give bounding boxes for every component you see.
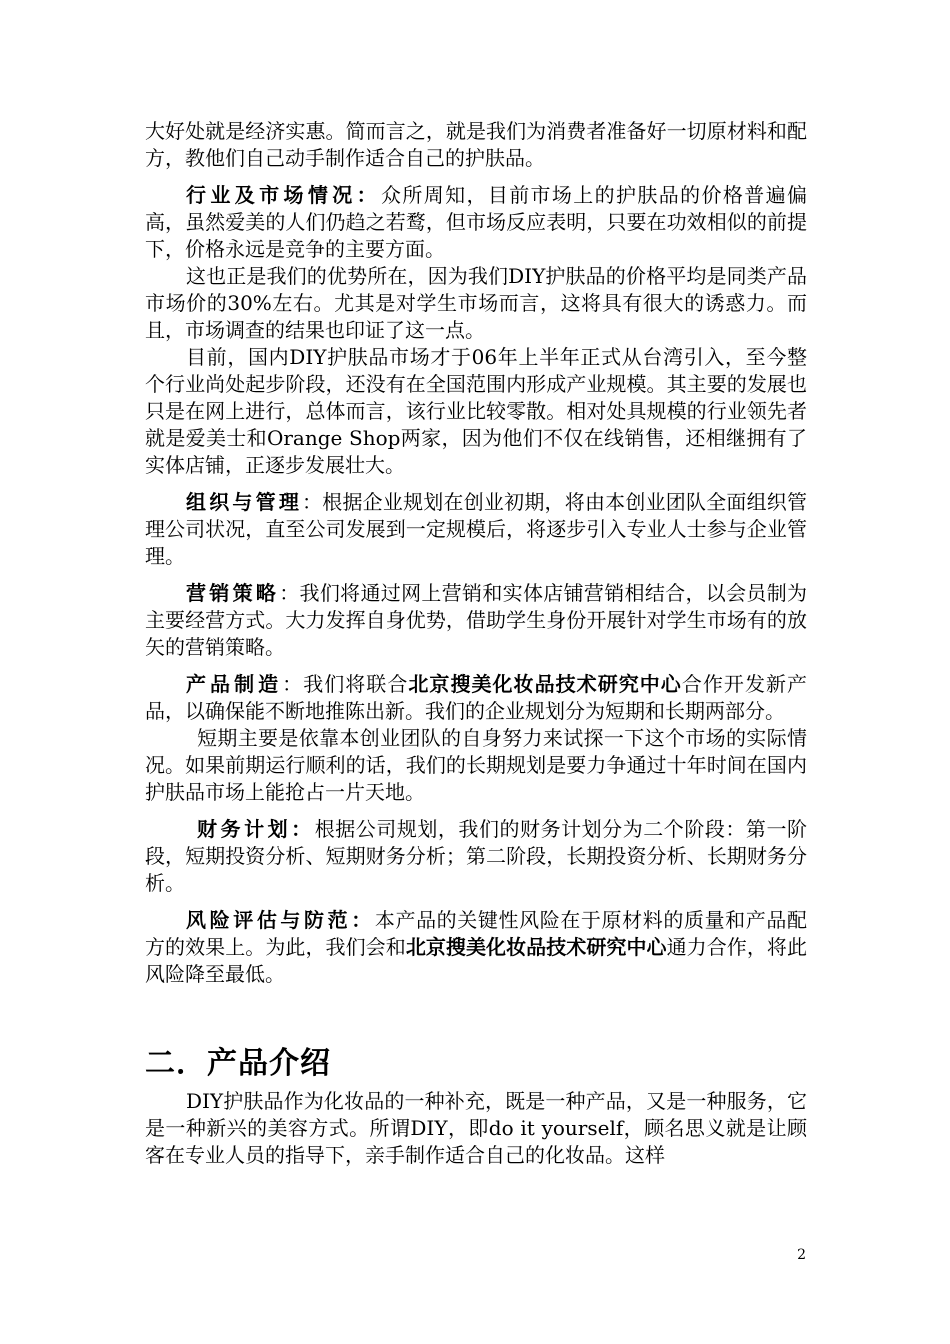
paragraph-domestic-market <box>145 344 807 479</box>
paragraph-product-intro <box>145 1088 807 1169</box>
organization-name: 北京搜美化妆品技术研究中心 <box>408 672 682 696</box>
paragraph-heading-organization-management: 组织与管理 <box>186 490 303 514</box>
paragraph-text: 根据公司规划，我们的财务计划分为二个阶段：第一阶段，短期投资分析、短期财务分析；第二阶段，长期投资分析、长期财务分析。 <box>145 817 808 895</box>
paragraph-industry-market <box>145 182 807 263</box>
paragraph-marketing-strategy <box>145 580 807 661</box>
page-number: 2 <box>797 1247 806 1263</box>
paragraph-financial-plan <box>145 816 807 897</box>
paragraph-text: 合作开发新产品，以确保能不断地推陈出新。我们的企业规划分为短期和长期两部分。 <box>145 672 808 723</box>
paragraph-text: 大好处就是经济实惠。简而言之，就是我们为消费者准备好一切原材料和配方，教他们自己动手制作适合自己的护肤品。 <box>145 119 807 170</box>
paragraph-text: ：我们将通过网上营销和实体店铺营销相结合，以会员制为主要经营方式。大力发挥自身优势，借助学生身份开展针对学生市场有的放矢的营销策略。 <box>145 581 808 659</box>
paragraph-heading-marketing-strategy: 营销策略 <box>186 581 280 605</box>
paragraph-text: 短期主要是依靠本创业团队的自身努力来试探一下这个市场的实际情况。如果前期运行顺利的话，我们的长期规划是要力争通过十年时间在国内护肤品市场上能抢占一片天地。 <box>145 726 807 804</box>
paragraph-text: ：我们将联合 <box>282 672 409 696</box>
organization-name: 北京搜美化妆品技术研究中心 <box>405 935 667 959</box>
paragraph-text: 这也正是我们的优势所在，因为我们DIY护肤品的价格平均是同类产品市场价的30%左右。尤其是对学生市场而言，这将具有很大的诱惑力。而且，市场调查的结果也印证了这一点。 <box>145 264 807 342</box>
paragraph-text: ：根据企业规划在创业初期，将由本创业团队全面组织管理公司状况，直至公司发展到一定规模后，将逐步引入专业人士参与企业管理。 <box>145 490 808 568</box>
paragraph-economic-benefit <box>145 118 807 172</box>
paragraph-heading-industry-market: 行业及市场情况： <box>186 183 381 207</box>
paragraph-text: 目前，国内DIY护肤品市场才于06年上半年正式从台湾引入，至今整个行业尚处起步阶段，还没有在全国范围内形成产业规模。其主要的发展也只是在网上进行，总体而言，该行业比较零散。相对处具规模的行业领先者就是爱美士和Orange Shop两家，因为他们不仅在线销售，还相继拥有了实体店铺，正逐步发展壮大。 <box>145 345 807 477</box>
section-title-product-intro: 二．产品介绍 <box>145 1046 331 1081</box>
paragraph-heading-financial-plan: 财务计划： <box>197 817 315 841</box>
paragraph-organization-management <box>145 489 807 570</box>
paragraph-text: 本产品的关键性风险在于原材料的质量和产品配方的效果上。为此，我们会和 <box>145 908 808 959</box>
paragraph-risk-assessment <box>145 907 807 988</box>
paragraph-advantage <box>145 263 807 344</box>
paragraph-text: 众所周知，目前市场上的护肤品的价格普遍偏高，虽然爱美的人们仍趋之若鹜，但市场反应表明，只要在功效相似的前提下，价格永远是竞争的主要方面。 <box>145 183 808 261</box>
paragraph-text: DIY护肤品作为化妆品的一种补充，既是一种产品，又是一种服务，它是一种新兴的美容方式。所谓DIY，即do it yourself，顾名思义就是让顾客在专业人员的指导下，亲手制作适合自己的化妆品。这样 <box>145 1089 807 1167</box>
paragraph-short-term-plan <box>145 725 807 806</box>
paragraph-text: 通力合作，将此风险降至最低。 <box>145 935 807 986</box>
document-page <box>145 118 807 1169</box>
paragraph-heading-risk-assessment: 风险评估与防范： <box>186 908 375 932</box>
paragraph-product-manufacturing <box>145 671 807 725</box>
paragraph-heading-product-manufacturing: 产品制造 <box>186 672 283 696</box>
